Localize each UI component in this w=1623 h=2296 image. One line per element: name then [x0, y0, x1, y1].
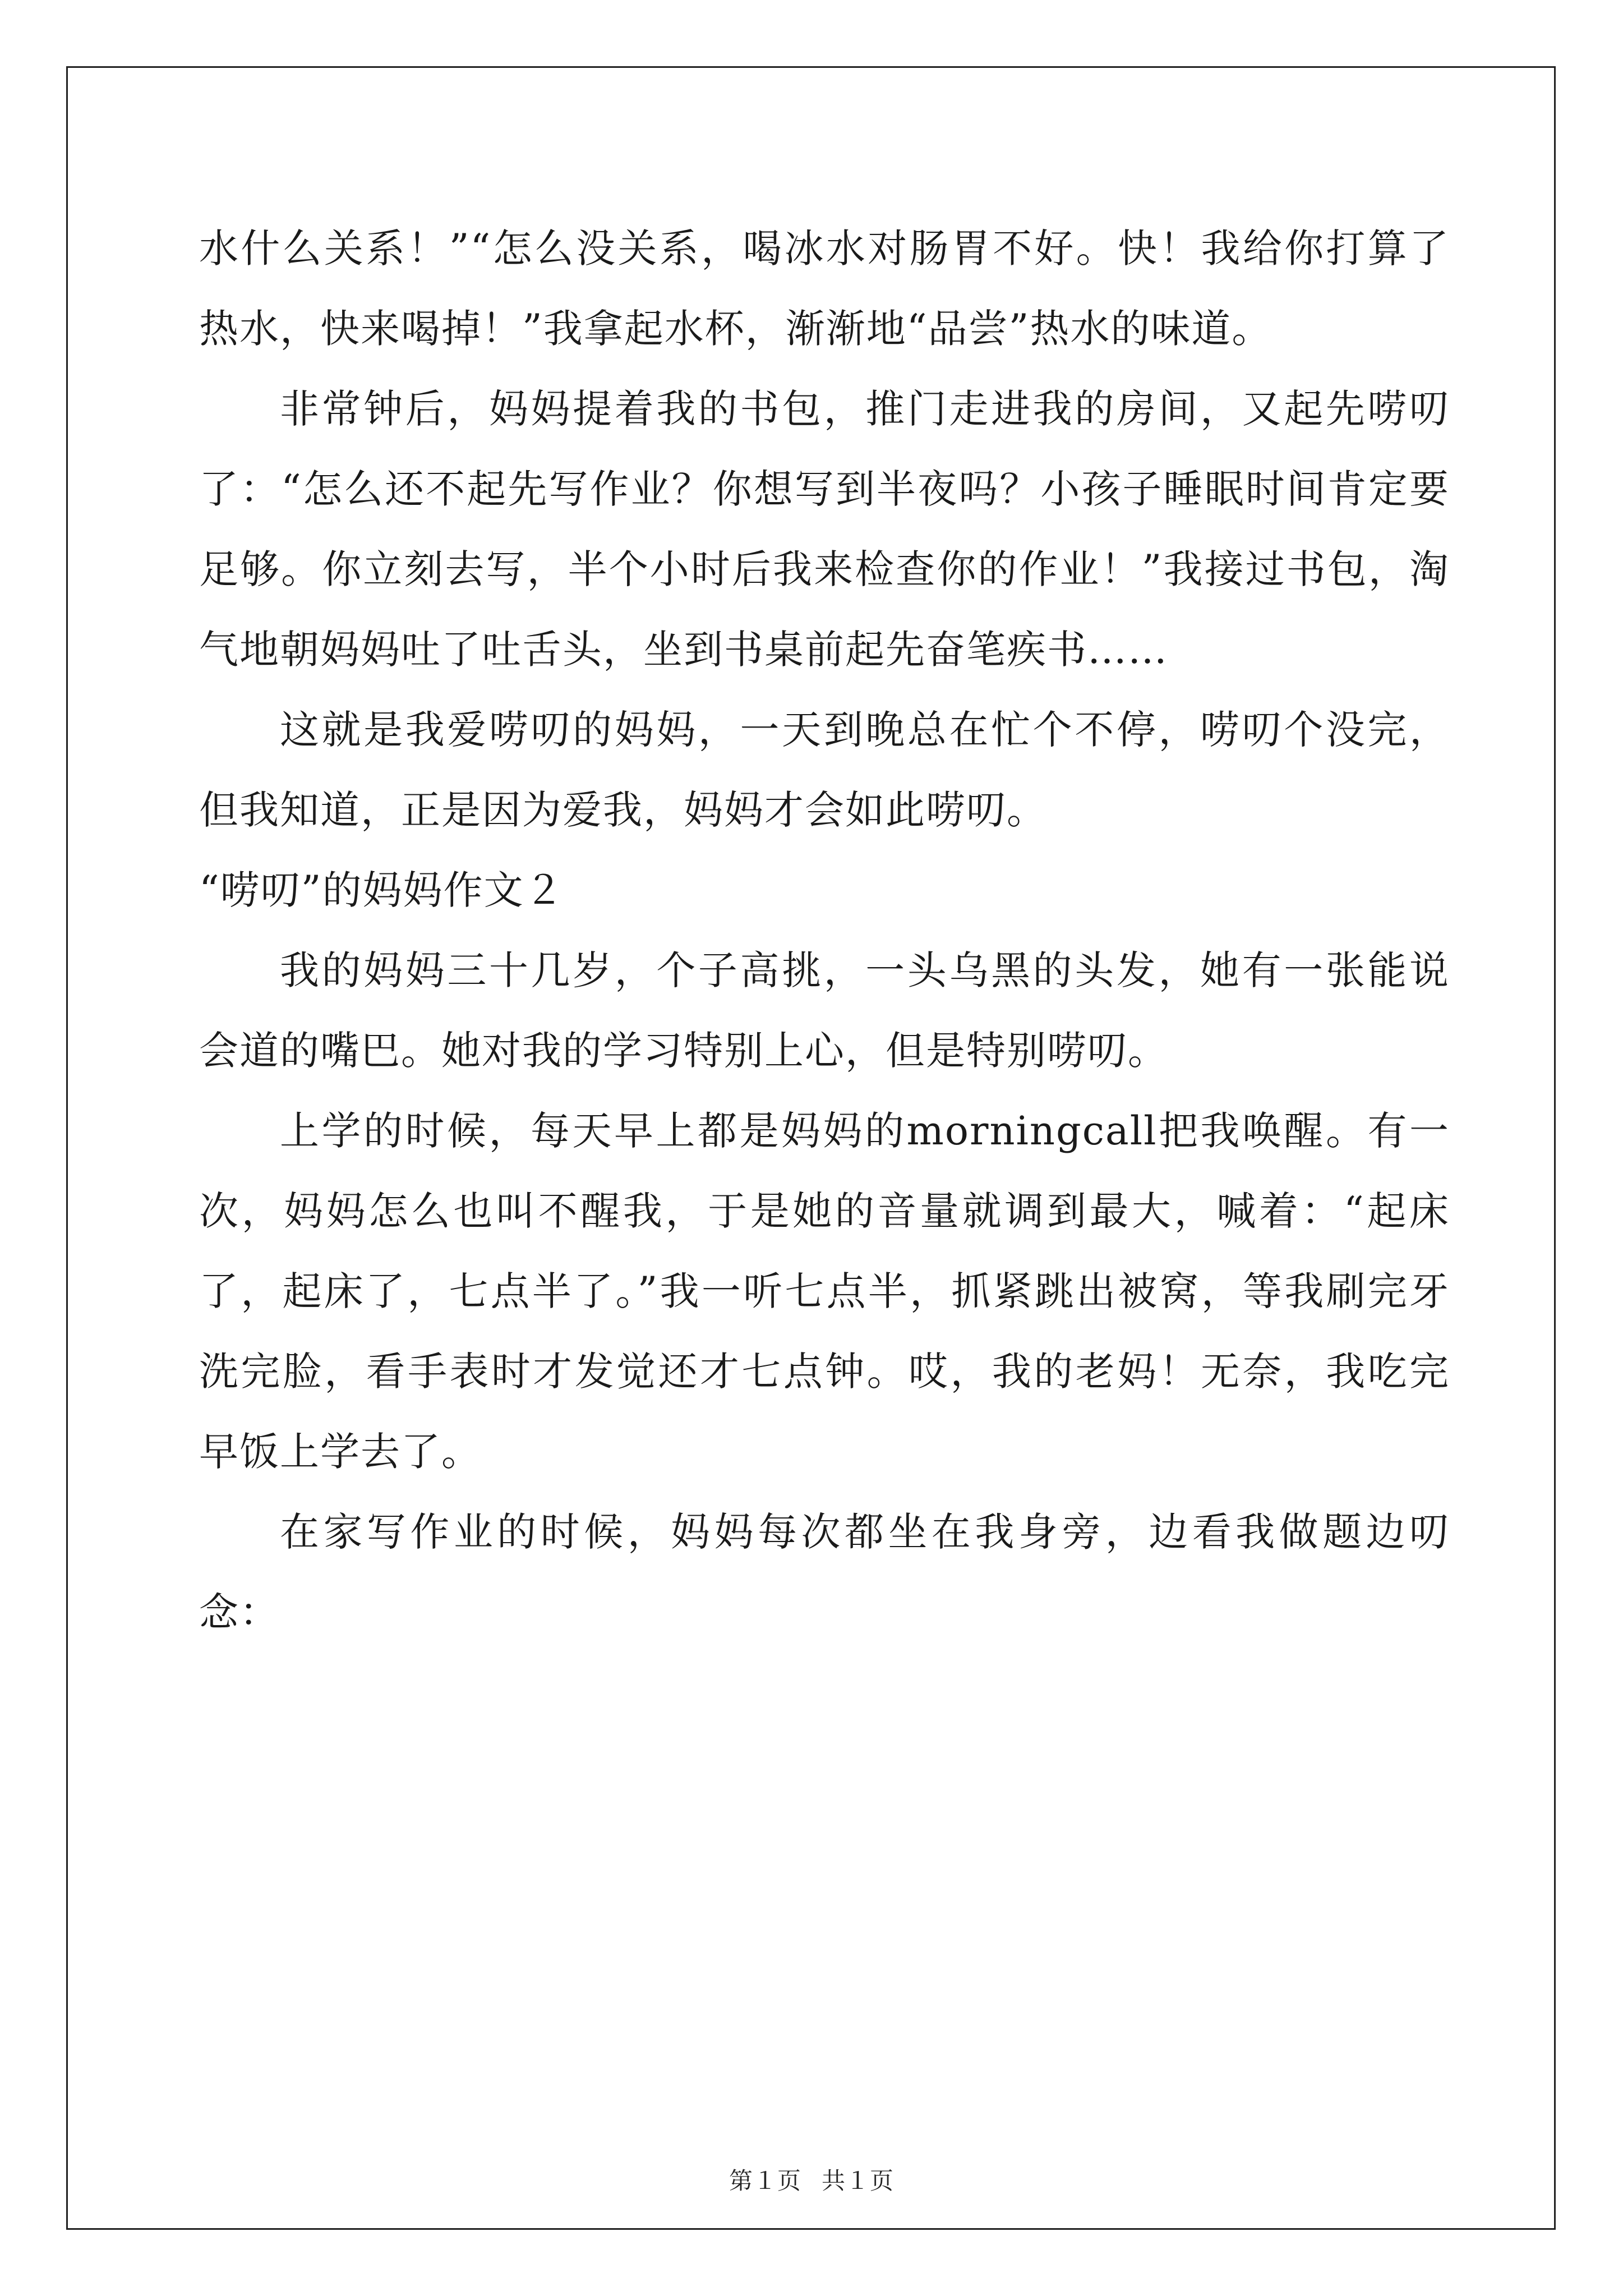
paragraph-4: 我的妈妈三十几岁，个子高挑，一头乌黑的头发，她有一张能说会道的嘴巴。她对我的学习特别上心，但是特别唠叨。: [199, 947, 1450, 1074]
paragraph-3: 这就是我爱唠叨的妈妈，一天到晚总在忙个不停，唠叨个没完，但我知道，正是因为爱我，妈妈才会如此唠叨。: [199, 707, 1450, 833]
paragraph-2: 非常钟后，妈妈提着我的书包，推门走进我的房间，又起先唠叨了：“怎么还不起先写作业？你想写到半夜吗？小孩子睡眠时间肯定要足够。你立刻去写，半个小时后我来检查你的作业！”我接过书包，淘气地朝妈妈吐了吐舌头，坐到书桌前起先奋笔疾书……: [199, 386, 1450, 673]
page-footer: [0, 2162, 1623, 2196]
page-number: 第１页: [728, 2167, 801, 2194]
paragraph-1: 水什么关系！”“怎么没关系，喝冰水对肠胃不好。快！我给你打算了热水，快来喝掉！”我拿起水杯，渐渐地“品尝”热水的味道。: [199, 226, 1450, 352]
paragraph-6: 在家写作业的时候，妈妈每次都坐在我身旁，边看我做题边叨念：: [199, 1509, 1450, 1635]
page-total: 共１页: [822, 2167, 895, 2194]
paragraph-5: 上学的时候，每天早上都是妈妈的morningcall把我唤醒。有一次，妈妈怎么也叫不醒我，于是她的音量就调到最大，喊着：“起床了，起床了，七点半了。”我一听七点半，抓紧跳出被窝，等我刷完牙洗完脸，看手表时才发觉还才七点钟。哎，我的老妈！无奈，我吃完早饭上学去了。: [199, 1108, 1450, 1475]
section-heading: “唠叨”的妈妈作文２: [199, 867, 565, 913]
document-body: [199, 209, 1450, 1653]
